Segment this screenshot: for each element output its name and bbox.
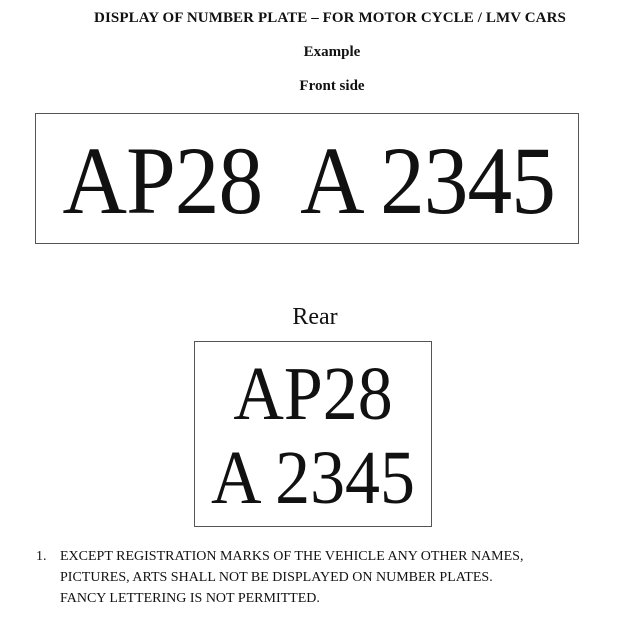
rear-plate-line-1: AP28 — [233, 352, 393, 436]
rear-plate-line-2: A 2345 — [211, 436, 415, 520]
front-number-plate — [35, 113, 579, 244]
example-label: Example — [303, 44, 361, 60]
note-line: PICTURES, ARTS SHALL NOT BE DISPLAYED ON NUMBER PLATES. — [60, 570, 493, 585]
note-number: 1. — [36, 549, 47, 564]
note-line: EXCEPT REGISTRATION MARKS OF THE VEHICLE ANY OTHER NAMES, — [60, 549, 524, 564]
rear-number-plate — [194, 341, 432, 527]
note-line: FANCY LETTERING IS NOT PERMITTED. — [60, 591, 320, 606]
note-text — [60, 546, 626, 609]
rear-label: Rear — [292, 304, 338, 330]
document-title: DISPLAY OF NUMBER PLATE – FOR MOTOR CYCLE / LMV CARS — [94, 10, 566, 26]
front-plate-registration: AP28 A 2345 — [62, 126, 556, 234]
front-side-label: Front side — [299, 78, 365, 94]
note-item — [36, 546, 626, 609]
